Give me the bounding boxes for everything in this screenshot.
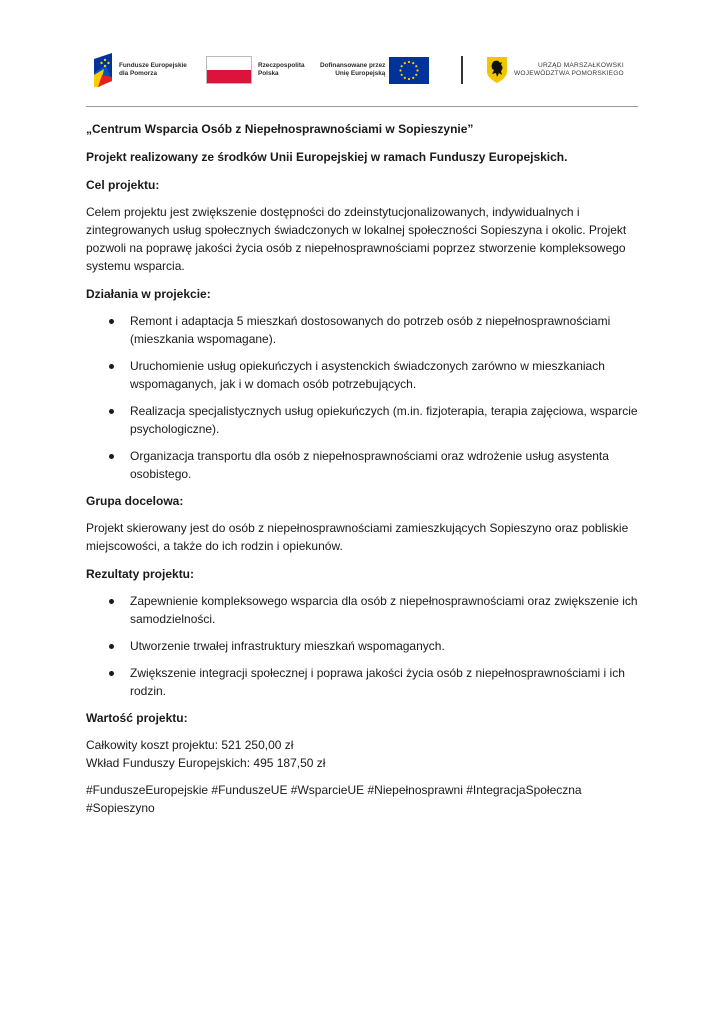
- list-item: [86, 592, 641, 628]
- list-item: [86, 447, 641, 483]
- pom-logo-line2: WOJEWÓDZTWA POMORSKIEGO: [514, 70, 624, 77]
- fe-logo-line1: Fundusze Europejskie: [119, 62, 187, 70]
- header-rule: [86, 106, 638, 107]
- list-item: [86, 637, 641, 655]
- total-cost: Całkowity koszt projektu: 521 250,00 zł: [86, 738, 294, 752]
- ue-logo-line2: Unię Europejską: [335, 70, 386, 77]
- bullet-icon: [109, 319, 114, 324]
- actions-heading: Działania w projekcie:: [86, 287, 211, 301]
- fundusze-europejskie-logo: [92, 50, 187, 90]
- actions-list: [86, 312, 641, 483]
- urzad-marszalkowski-logo: [486, 50, 624, 90]
- goal-text: Celem projektu jest zwiększenie dostępności do zdeinstytucjonalizowanych, indywidualnych i zintegrowanych usług społecznych świadczonych w lokalnej społeczności Sopieszyna i okolic. Projekt pozwoli na poprawę jakości życia osób z niepełnosprawnościami poprzez stworzenie kompleksowego systemu wsparcia.: [86, 205, 627, 273]
- list-item-text: Realizacja specjalistycznych usług opiekuńczych (m.in. fizjoterapia, terapia zajęciowa, wsparcie psychologiczne).: [130, 404, 638, 436]
- eu-flag-icon: [389, 57, 429, 84]
- bullet-icon: [109, 644, 114, 649]
- list-item: [86, 402, 641, 438]
- rzeczpospolita-polska-logo: [206, 50, 305, 90]
- bullet-icon: [109, 599, 114, 604]
- eu-contribution: Wkład Funduszy Europejskich: 495 187,50 zł: [86, 756, 326, 770]
- list-item-text: Remont i adaptacja 5 mieszkań dostosowanych do potrzeb osób z niepełnosprawnościami (mieszkania wspomagane).: [130, 314, 611, 346]
- target-text: Projekt skierowany jest do osób z niepełnosprawnościami zamieszkujących Sopieszyno oraz pobliskie miejscowości, a także do ich rodzin i opiekunów.: [86, 521, 629, 553]
- list-item-text: Zapewnienie kompleksowego wsparcia dla osób z niepełnosprawnościami oraz zwiększenie ich samodzielności.: [130, 594, 638, 626]
- hashtags: #FunduszeEuropejskie #FunduszeUE #WsparcieUE #Niepełnosprawni #IntegracjaSpołeczna #Sopieszyno: [86, 783, 582, 815]
- rp-logo-line1: Rzeczpospolita: [258, 62, 305, 70]
- ue-logo-line1: Dofinansowane przez: [320, 62, 386, 70]
- list-item-text: Organizacja transportu dla osób z niepełnosprawnościami oraz wdrożenie usług asystenta osobistego.: [130, 449, 609, 481]
- bullet-icon: [109, 409, 114, 414]
- document-subtitle: Projekt realizowany ze środków Unii Europejskiej w ramach Funduszy Europejskich.: [86, 150, 568, 164]
- logo-separator: [461, 56, 463, 84]
- results-heading: Rezultaty projektu:: [86, 567, 195, 581]
- goal-heading: Cel projektu:: [86, 178, 160, 192]
- fundusze-europejskie-icon: [92, 53, 114, 87]
- dofinansowane-ue-logo: [320, 50, 429, 90]
- list-item: [86, 357, 641, 393]
- fe-logo-line2: dla Pomorza: [119, 70, 157, 77]
- pomorskie-griffin-icon: [486, 56, 508, 84]
- target-heading: Grupa docelowa:: [86, 494, 184, 508]
- list-item-text: Utworzenie trwałej infrastruktury mieszkań wspomaganych.: [130, 639, 445, 653]
- results-list: [86, 592, 641, 700]
- bullet-icon: [109, 671, 114, 676]
- list-item-text: Zwiększenie integracji społecznej i poprawa jakości życia osób z niepełnosprawnościami i ich rodzin.: [130, 666, 625, 698]
- document-body: [86, 110, 641, 817]
- rp-logo-line2: Polska: [258, 70, 279, 77]
- bullet-icon: [109, 364, 114, 369]
- list-item-text: Uruchomienie usług opiekuńczych i asystenckich świadczonych zarówno w mieszkaniach wspomaganych, jak i w domach osób potrzebujących.: [130, 359, 605, 391]
- value-heading: Wartość projektu:: [86, 711, 188, 725]
- list-item: [86, 312, 641, 348]
- logo-bar: [92, 50, 632, 90]
- bullet-icon: [109, 454, 114, 459]
- list-item: [86, 664, 641, 700]
- document-title: „Centrum Wsparcia Osób z Niepełnosprawnościami w Sopieszynie”: [86, 122, 474, 136]
- pom-logo-line1: URZĄD MARSZAŁKOWSKI: [538, 62, 624, 69]
- poland-flag-icon: [206, 56, 252, 84]
